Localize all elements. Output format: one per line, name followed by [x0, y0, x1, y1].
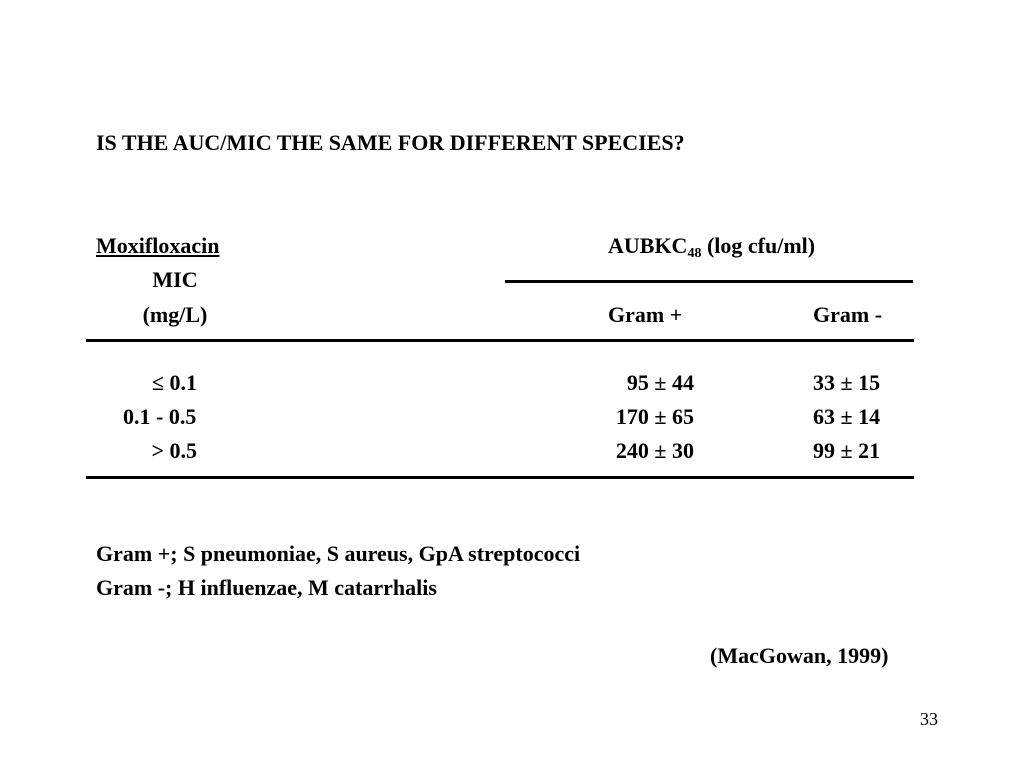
header-moxifloxacin: Moxifloxacin — [96, 233, 220, 258]
row-3-mic: > 0.5 — [151, 438, 197, 463]
aubkc-label: AUBKC — [608, 233, 688, 258]
row-1-gram-negative: 33 ± 15 — [813, 370, 881, 395]
header-mic: MIC — [152, 267, 198, 292]
header-aubkc — [608, 233, 815, 259]
aubkc-subscript: 48 — [687, 246, 702, 261]
note-gram-negative: Gram -; H influenzae, M catarrhalis — [96, 575, 437, 600]
group-header-rule — [505, 280, 913, 283]
header-units: (mg/L) — [142, 302, 208, 327]
row-2-gram-negative: 63 ± 14 — [813, 404, 881, 429]
slide-title: IS THE AUC/MIC THE SAME FOR DIFFERENT SPECIES? — [96, 130, 685, 155]
row-1-mic: ≤ 0.1 — [151, 370, 197, 395]
table-bottom-rule — [86, 476, 914, 479]
row-3-gram-negative: 99 ± 21 — [813, 438, 881, 463]
aubkc-unit: (log cfu/ml) — [701, 233, 816, 258]
citation: (MacGowan, 1999) — [710, 643, 889, 668]
header-bottom-rule — [86, 339, 914, 342]
page-number: 33 — [920, 709, 938, 729]
note-gram-positive: Gram +; S pneumoniae, S aureus, GpA streptococci — [96, 541, 581, 566]
column-header-gram-negative: Gram - — [813, 302, 883, 327]
row-2-mic: 0.1 - 0.5 — [123, 404, 197, 429]
column-header-gram-positive: Gram + — [608, 302, 683, 327]
row-3-gram-positive: 240 ± 30 — [615, 438, 694, 463]
row-2-gram-positive: 170 ± 65 — [615, 404, 694, 429]
row-1-gram-positive: 95 ± 44 — [626, 370, 694, 395]
